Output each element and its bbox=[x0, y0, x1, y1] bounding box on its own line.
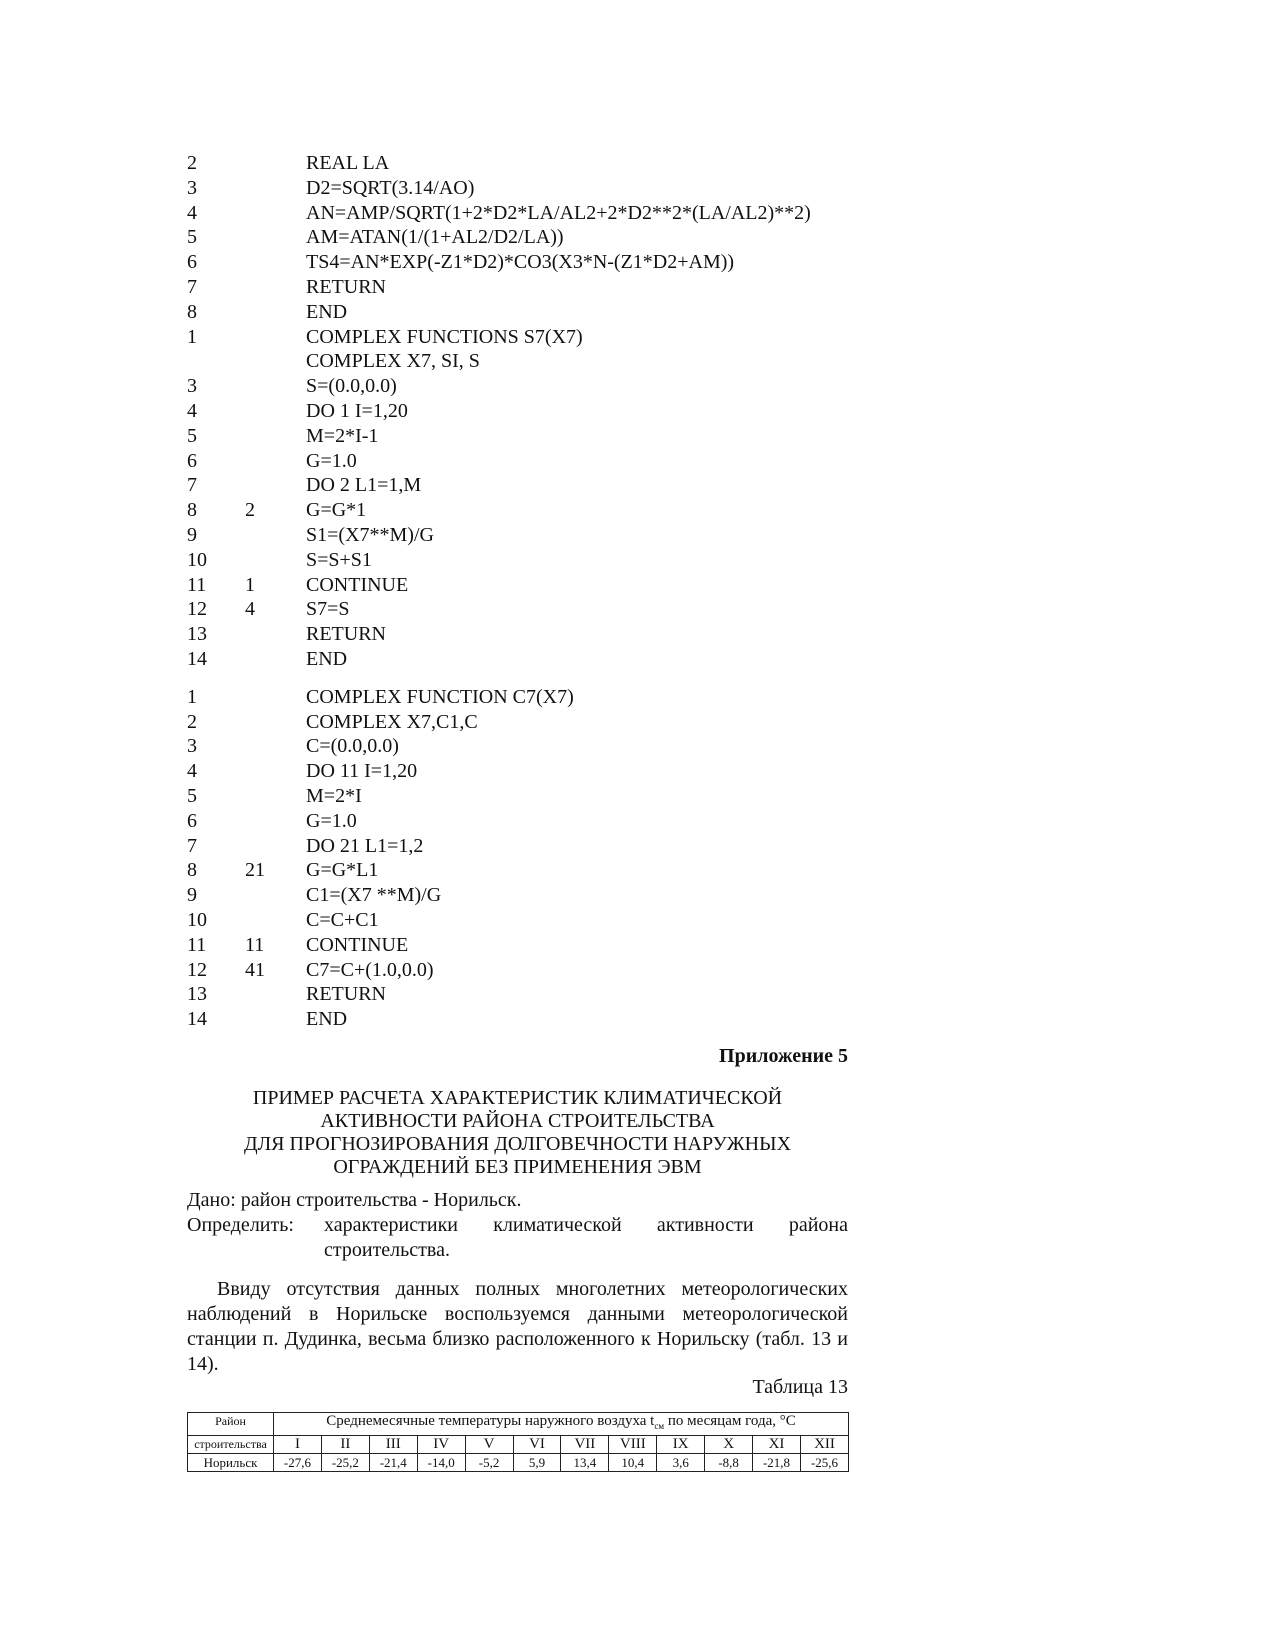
statement-label bbox=[245, 374, 306, 399]
statement-label bbox=[245, 982, 306, 1007]
code-line bbox=[187, 809, 847, 834]
statement-label: 2 bbox=[245, 499, 255, 522]
temperature-cell: 5,9 bbox=[513, 1454, 561, 1472]
code-line bbox=[187, 473, 847, 498]
line-number: 5 bbox=[187, 226, 197, 249]
code-line bbox=[187, 622, 847, 647]
statement: END bbox=[306, 647, 348, 670]
region-header-line-1: Район bbox=[215, 1414, 246, 1428]
line-number: 13 bbox=[187, 623, 207, 646]
statement: CONTINUE bbox=[306, 933, 409, 956]
temperature-cell: -8,8 bbox=[705, 1454, 753, 1472]
code-line bbox=[187, 982, 847, 1007]
statement: C7=C+(1.0,0.0) bbox=[306, 958, 434, 981]
line-number: 12 bbox=[187, 958, 207, 981]
code-line bbox=[187, 300, 847, 325]
statement-label bbox=[245, 225, 306, 250]
statement: D2=SQRT(3.14/AO) bbox=[306, 176, 475, 199]
statement-label bbox=[245, 176, 306, 201]
code-line bbox=[187, 858, 847, 883]
statement-label bbox=[245, 201, 306, 226]
statement: DO 21 L1=1,2 bbox=[306, 834, 424, 857]
months-row bbox=[188, 1436, 849, 1454]
statement: C=C+C1 bbox=[306, 908, 379, 931]
statement-label bbox=[245, 424, 306, 449]
code-line bbox=[187, 597, 847, 622]
line-number: 10 bbox=[187, 548, 207, 571]
temperature-cell: 10,4 bbox=[609, 1454, 657, 1472]
code-line bbox=[187, 548, 847, 573]
month-header: IV bbox=[417, 1436, 465, 1454]
statement-label bbox=[245, 809, 306, 834]
statement-label bbox=[245, 710, 306, 735]
month-header: VII bbox=[561, 1436, 609, 1454]
statement-label bbox=[245, 548, 306, 573]
temperature-header bbox=[274, 1413, 849, 1436]
code-line bbox=[187, 933, 847, 958]
code-line bbox=[187, 250, 847, 275]
statement: C1=(X7 **M)/G bbox=[306, 884, 442, 907]
statement: COMPLEX FUNCTION C7(X7) bbox=[306, 685, 574, 708]
statement-label bbox=[245, 908, 306, 933]
line-number: 7 bbox=[187, 834, 197, 857]
statement-label bbox=[245, 647, 306, 672]
statement-label: 1 bbox=[245, 573, 255, 596]
code-line bbox=[187, 151, 847, 176]
statement-label bbox=[245, 349, 306, 374]
code-line bbox=[187, 176, 847, 201]
line-number: 6 bbox=[187, 809, 197, 832]
define-body: характеристики климатической активности района bbox=[324, 1214, 848, 1236]
month-header: XI bbox=[753, 1436, 801, 1454]
header-subscript: см bbox=[654, 1421, 665, 1431]
code-line bbox=[187, 523, 847, 548]
temperature-cell: -25,2 bbox=[321, 1454, 369, 1472]
table-caption: Таблица 13 bbox=[752, 1376, 848, 1398]
statement-label bbox=[245, 834, 306, 859]
temperature-cell: -14,0 bbox=[417, 1454, 465, 1472]
statement: RETURN bbox=[306, 623, 386, 646]
line-number: 3 bbox=[187, 375, 197, 398]
code-line bbox=[187, 325, 847, 350]
code-line bbox=[187, 958, 847, 983]
statement-label bbox=[245, 523, 306, 548]
temperature-cell: -27,6 bbox=[274, 1454, 322, 1472]
line-number: 4 bbox=[187, 201, 197, 224]
code-line bbox=[187, 399, 847, 424]
statement-label bbox=[245, 883, 306, 908]
statement: DO 1 I=1,20 bbox=[306, 399, 408, 422]
statement-label bbox=[245, 300, 306, 325]
define-text bbox=[187, 1213, 848, 1261]
line-number: 7 bbox=[187, 474, 197, 497]
statement: TS4=AN*EXP(-Z1*D2)*CO3(X3*N-(Z1*D2+AM)) bbox=[306, 251, 735, 274]
statement-label bbox=[245, 325, 306, 350]
statement: M=2*I-1 bbox=[306, 424, 379, 447]
statement-label bbox=[245, 151, 306, 176]
code-line bbox=[187, 647, 847, 672]
line-number: 4 bbox=[187, 399, 197, 422]
month-header: III bbox=[369, 1436, 417, 1454]
statement: RETURN bbox=[306, 983, 386, 1006]
line-number: 14 bbox=[187, 1008, 207, 1031]
temperature-cell: -21,8 bbox=[753, 1454, 801, 1472]
statement-label bbox=[245, 685, 306, 710]
body-paragraph: Ввиду отсутствия данных полных многолетних метеорологических наблюдений в Норильске воспользуемся данными метеорологической станции п. Дудинка, весьма близко расположенного к Норильску (табл. 13 и 14). bbox=[187, 1278, 848, 1375]
statement: G=1.0 bbox=[306, 449, 357, 472]
statement-label bbox=[245, 473, 306, 498]
statement: END bbox=[306, 1008, 348, 1031]
statement: COMPLEX X7,C1,C bbox=[306, 710, 478, 733]
statement-label bbox=[245, 759, 306, 784]
month-header: I bbox=[274, 1436, 322, 1454]
line-number: 9 bbox=[187, 884, 197, 907]
line-number: 4 bbox=[187, 760, 197, 783]
statement-label bbox=[245, 784, 306, 809]
statement: G=G*L1 bbox=[306, 859, 379, 882]
code-line bbox=[187, 883, 847, 908]
temperature-cell: 3,6 bbox=[657, 1454, 705, 1472]
given-text: Дано: район строительства - Норильск. bbox=[187, 1189, 522, 1211]
statement-label bbox=[245, 1007, 306, 1032]
header-text: Среднемесячные температуры наружного воздуха t bbox=[326, 1413, 655, 1429]
month-header: VIII bbox=[609, 1436, 657, 1454]
section-title bbox=[187, 1087, 848, 1179]
statement-label bbox=[245, 399, 306, 424]
line-number: 14 bbox=[187, 647, 207, 670]
code-line bbox=[187, 734, 847, 759]
line-number: 3 bbox=[187, 735, 197, 758]
line-number: 5 bbox=[187, 424, 197, 447]
statement: S=S+S1 bbox=[306, 548, 372, 571]
statement: M=2*I bbox=[306, 784, 362, 807]
statement: AM=ATAN(1/(1+AL2/D2/LA)) bbox=[306, 226, 564, 249]
temperature-table bbox=[187, 1412, 849, 1472]
code-line bbox=[187, 573, 847, 598]
statement: DO 2 L1=1,M bbox=[306, 474, 422, 497]
statement-label: 21 bbox=[245, 859, 265, 882]
statement-label: 41 bbox=[245, 958, 265, 981]
title-line: АКТИВНОСТИ РАЙОНА СТРОИТЕЛЬСТВА bbox=[320, 1110, 715, 1132]
statement: S7=S bbox=[306, 598, 350, 621]
line-number: 12 bbox=[187, 598, 207, 621]
code-block-s7 bbox=[187, 151, 847, 672]
line-number: 6 bbox=[187, 251, 197, 274]
statement-label bbox=[245, 250, 306, 275]
month-header: XII bbox=[800, 1436, 848, 1454]
code-line bbox=[187, 908, 847, 933]
code-block-c7 bbox=[187, 685, 847, 1032]
statement: G=1.0 bbox=[306, 809, 357, 832]
title-line: ДЛЯ ПРОГНОЗИРОВАНИЯ ДОЛГОВЕЧНОСТИ НАРУЖНЫХ bbox=[243, 1133, 792, 1155]
month-header: V bbox=[465, 1436, 513, 1454]
line-number: 2 bbox=[187, 710, 197, 733]
line-number: 6 bbox=[187, 449, 197, 472]
code-line bbox=[187, 449, 847, 474]
define-label: Определить: bbox=[187, 1214, 294, 1236]
line-number: 10 bbox=[187, 908, 207, 931]
code-line bbox=[187, 685, 847, 710]
statement: AN=AMP/SQRT(1+2*D2*LA/AL2+2*D2**2*(LA/AL2)**2) bbox=[306, 201, 811, 224]
statement: RETURN bbox=[306, 275, 386, 298]
statement-label bbox=[245, 275, 306, 300]
temperature-cell: -25,6 bbox=[800, 1454, 848, 1472]
code-line bbox=[187, 784, 847, 809]
statement: END bbox=[306, 300, 348, 323]
code-line bbox=[187, 201, 847, 226]
line-number bbox=[187, 349, 245, 374]
code-listing bbox=[187, 151, 847, 1032]
line-number: 8 bbox=[187, 859, 197, 882]
line-number: 8 bbox=[187, 499, 197, 522]
title-line: ОГРАЖДЕНИЙ БЕЗ ПРИМЕНЕНИЯ ЭВМ bbox=[333, 1156, 702, 1178]
line-number: 1 bbox=[187, 685, 197, 708]
line-number: 13 bbox=[187, 983, 207, 1006]
line-number: 11 bbox=[187, 573, 207, 596]
region-cell: Норильск bbox=[188, 1454, 274, 1472]
temperature-cell: 13,4 bbox=[561, 1454, 609, 1472]
header-text-units: по месяцам года, °С bbox=[664, 1413, 796, 1429]
line-number: 9 bbox=[187, 523, 197, 546]
code-line bbox=[187, 424, 847, 449]
code-line bbox=[187, 759, 847, 784]
statement: DO 11 I=1,20 bbox=[306, 760, 418, 783]
appendix-label: Приложение 5 bbox=[719, 1045, 848, 1067]
statement: COMPLEX FUNCTIONS S7(X7) bbox=[306, 325, 583, 348]
region-header-cell bbox=[188, 1413, 274, 1436]
statement-label bbox=[245, 622, 306, 647]
statement-label bbox=[245, 449, 306, 474]
temperature-cell: -5,2 bbox=[465, 1454, 513, 1472]
statement: G=G*1 bbox=[306, 499, 367, 522]
code-line bbox=[187, 498, 847, 523]
month-header: X bbox=[705, 1436, 753, 1454]
line-number: 8 bbox=[187, 300, 197, 323]
month-header: II bbox=[321, 1436, 369, 1454]
statement: C=(0.0,0.0) bbox=[306, 735, 399, 758]
month-header: VI bbox=[513, 1436, 561, 1454]
code-line bbox=[187, 275, 847, 300]
line-number: 1 bbox=[187, 325, 197, 348]
code-line bbox=[187, 225, 847, 250]
title-line: ПРИМЕР РАСЧЕТА ХАРАКТЕРИСТИК КЛИМАТИЧЕСКОЙ bbox=[252, 1087, 783, 1109]
code-line bbox=[187, 710, 847, 735]
statement: COMPLEX X7, SI, S bbox=[306, 350, 480, 373]
code-line bbox=[187, 1007, 847, 1032]
code-line bbox=[187, 834, 847, 859]
define-body-cont: строительства. bbox=[324, 1239, 450, 1261]
statement: S=(0.0,0.0) bbox=[306, 375, 397, 398]
temperature-cell: -21,4 bbox=[369, 1454, 417, 1472]
line-number: 11 bbox=[187, 933, 207, 956]
statement: REAL LA bbox=[306, 152, 390, 174]
statement-label bbox=[245, 734, 306, 759]
table-row bbox=[188, 1454, 849, 1472]
code-line bbox=[187, 374, 847, 399]
region-header-line-2: строительства bbox=[188, 1436, 274, 1454]
code-line bbox=[187, 349, 847, 374]
line-number: 2 bbox=[187, 152, 197, 174]
statement-label: 4 bbox=[245, 598, 255, 621]
statement: S1=(X7**M)/G bbox=[306, 523, 434, 546]
month-header: IX bbox=[657, 1436, 705, 1454]
line-number: 3 bbox=[187, 176, 197, 199]
statement-label: 11 bbox=[245, 933, 265, 956]
line-number: 7 bbox=[187, 275, 197, 298]
line-number: 5 bbox=[187, 784, 197, 807]
statement: CONTINUE bbox=[306, 573, 409, 596]
